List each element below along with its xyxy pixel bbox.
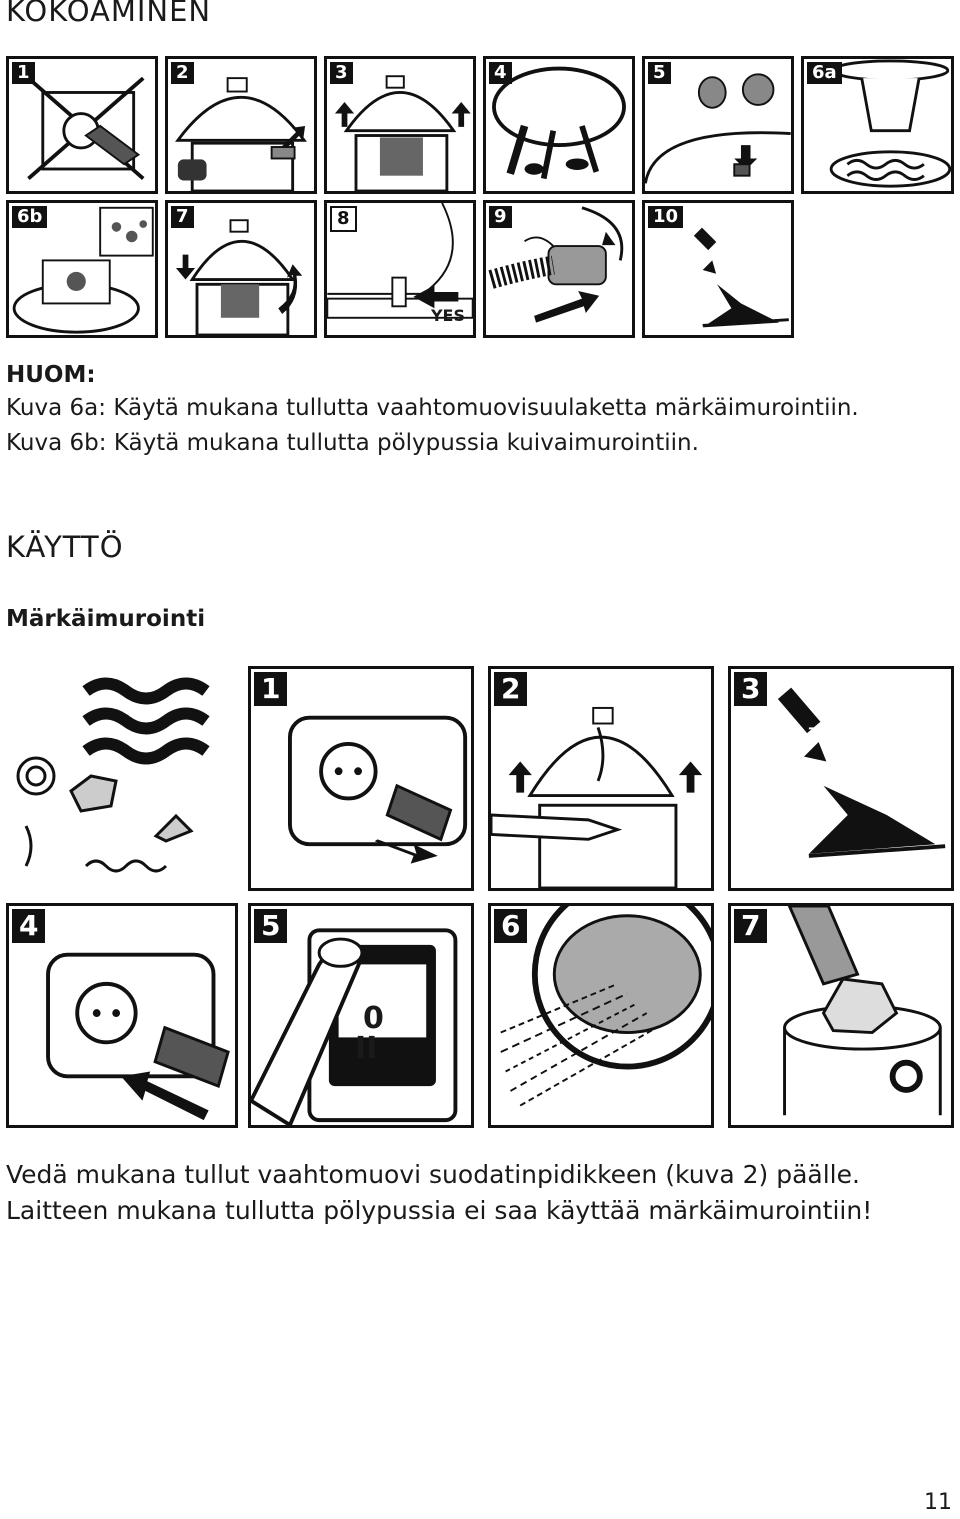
assembly-panel-2: [165, 56, 317, 194]
assembly-panel-5: [642, 56, 794, 194]
panel-number: 3: [734, 672, 767, 706]
panel-number: 6: [494, 909, 527, 943]
panel-number: 4: [489, 62, 512, 84]
panel-number: 5: [254, 909, 287, 943]
panel-number: 10: [648, 206, 683, 228]
switch-on-label: II: [355, 1031, 378, 1066]
panel-number: 2: [171, 62, 194, 84]
assembly-panel-3: [324, 56, 476, 194]
panel-number: 2: [494, 672, 527, 706]
usage-panel-1: [248, 666, 474, 891]
usage-panel-3: [728, 666, 954, 891]
panel-number: 1: [12, 62, 35, 84]
usage-panel-7: [728, 903, 954, 1128]
assembly-panel-1: [6, 56, 158, 194]
usage-panel-5: [248, 903, 474, 1128]
assembly-panel-4: [483, 56, 635, 194]
note-line-6b: Kuva 6b: Käytä mukana tullutta pölypussia kuivaimurointiin.: [6, 430, 699, 456]
note-title: HUOM:: [6, 362, 96, 388]
panel-number: 7: [171, 206, 194, 228]
switch-off-label: 0: [363, 1001, 384, 1036]
assembly-panel-10: [642, 200, 794, 338]
section-title-usage: KÄYTTÖ: [6, 530, 124, 564]
assembly-panel-6a: [801, 56, 954, 194]
wet-debris-illustration: [6, 666, 238, 891]
instruction-foam-filter: Vedä mukana tullut vaahtomuovi suodatinpidikkeen (kuva 2) päälle.: [6, 1160, 860, 1189]
page-number: 11: [924, 1490, 952, 1515]
section-title-assembly: KOKOAMINEN: [6, 0, 212, 28]
assembly-panel-9: [483, 200, 635, 338]
instruction-dust-bag-warning: Laitteen mukana tullutta pölypussia ei saa käyttää märkäimurointiin!: [6, 1196, 873, 1225]
panel-number: 7: [734, 909, 767, 943]
note-line-6a: Kuva 6a: Käytä mukana tullutta vaahtomuovisuulaketta märkäimurointiin.: [6, 395, 859, 421]
panel-number: 1: [254, 672, 287, 706]
usage-panel-2: [488, 666, 714, 891]
panel-number: 6b: [12, 206, 47, 228]
panel-number: 8: [330, 206, 357, 232]
assembly-panel-8: [324, 200, 476, 338]
panel-number: 6a: [807, 62, 842, 84]
usage-panel-4: [6, 903, 238, 1128]
usage-panel-wet-debris: [6, 666, 238, 891]
panel-number: 3: [330, 62, 353, 84]
panel-number: 5: [648, 62, 671, 84]
panel-number: 9: [489, 206, 512, 228]
usage-panel-6: [488, 903, 714, 1128]
subsection-title-wet-vacuuming: Märkäimurointi: [6, 606, 206, 632]
assembly-panel-6b: [6, 200, 158, 338]
yes-label: YES: [430, 306, 465, 325]
panel-number: 4: [12, 909, 45, 943]
assembly-panel-7: [165, 200, 317, 338]
